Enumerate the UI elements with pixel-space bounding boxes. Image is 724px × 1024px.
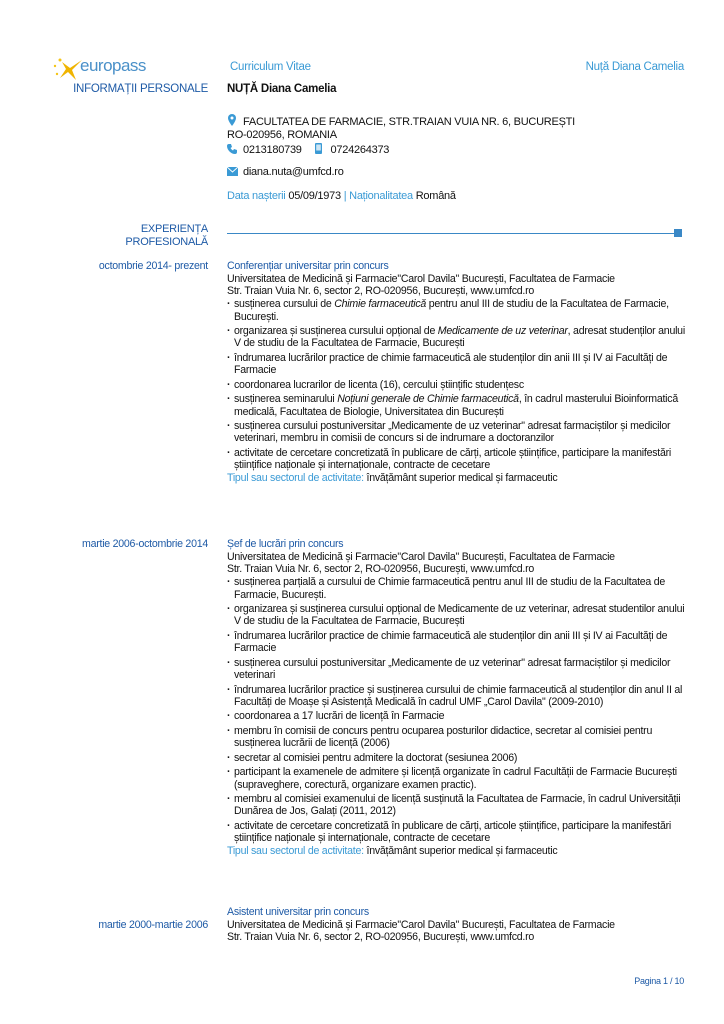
responsibility-item xyxy=(227,710,689,722)
responsibility-item xyxy=(227,603,689,627)
employer-address: Str. Traian Vuia Nr. 6, sector 2, RO-020956, București, www.umfcd.ro xyxy=(227,285,535,298)
header-name: Nuță Diana Camelia xyxy=(585,61,684,73)
phone-icon xyxy=(227,144,237,154)
item-text: activitate de cercetare concretizată în publicare de cărți, articole științifice, participare la manifestări științifice naționale și internaționale, contracte de cecetare xyxy=(234,446,671,472)
address-line-2: RO-020956, ROMANIA xyxy=(227,129,337,141)
sector-label: Tipul sau sectorul de activitate: xyxy=(227,844,364,857)
employer-address: Str. Traian Vuia Nr. 6, sector 2, RO-020956, București, www.umfcd.ro xyxy=(227,931,535,944)
item-text: susținerea parțială a cursului de Chimie farmaceutică pentru anul III de studiu de la Facultatea de Farmacie, București. xyxy=(234,576,666,601)
employer-line: Universitatea de Medicină și Farmacie"Carol Davila" București, Facultatea de Farmacie xyxy=(227,551,615,563)
email-icon xyxy=(227,167,237,177)
responsibility-item xyxy=(227,447,689,471)
personal-info-label: INFORMAȚII PERSONALE xyxy=(73,83,208,95)
responsibility-item xyxy=(227,325,689,349)
job-title: Asistent universitar prin concurs xyxy=(227,906,369,918)
person-name: NUȚĂ Diana Camelia xyxy=(227,83,337,95)
experience-label-line1: EXPERIENȚA xyxy=(140,223,208,235)
item-text: susținerea cursului postuniversitar „Medicamente de uz veterinar" adresat farmaciștilor și medicilor veterinari, membru in comisii de concurs si de indrumare a doctoranzilor xyxy=(234,420,671,445)
item-text: coordonarea lucrarilor de licenta (16), cercului științific studențesc xyxy=(234,378,524,391)
item-text: , adresat studenților anului V de studiu de la Facultatea de Farmacie, București xyxy=(234,325,685,350)
item-text: secretar al comisiei pentru admitere la doctorat (sesiunea 2006) xyxy=(234,751,518,764)
item-text: susținerea cursului de xyxy=(234,298,335,311)
sector-value: învățământ superior medical și farmaceutic xyxy=(366,471,558,484)
responsibility-item xyxy=(227,793,689,817)
item-text: îndrumarea lucrărilor practice și susținerea cursului de chimie farmaceutică al studenților din anul II al Facultăți de Moașe și Asistență Medicală în cadrul UMF „Carol Davila" (2009-2010) xyxy=(234,683,683,708)
item-text: susținerea cursului postuniversitar „Medicamente de uz veterinar" adresat farmaciștilor și medicilor veterinari xyxy=(234,656,671,681)
responsibilities-list xyxy=(227,298,689,471)
responsibility-item xyxy=(227,630,689,654)
item-text: membru al comisiei examenului de licență susținută la Facultatea de Farmacie, în cadrul Universității Dunărea de Jos, Galați (2011, 2012) xyxy=(234,793,681,818)
section-divider xyxy=(227,233,675,234)
item-text: membru în comisii de concurs pentru ocuparea posturilor didactice, secretar al comisiei pentru susținerea lucrării de licență (2006) xyxy=(234,724,653,750)
job-title: Conferențiar universitar prin concurs xyxy=(227,260,389,272)
item-text: pentru anul III de studiu de la Facultatea de Farmacie, București. xyxy=(234,298,669,323)
item-text: organizarea și susținerea cursului opțional de Medicamente de uz veterinar, adresat studentilor anului V de studiu de la Facultatea de Farmacie, București xyxy=(234,603,685,628)
responsibility-item xyxy=(227,820,689,844)
item-text: Noțiuni generale de Chimie farmaceutică xyxy=(337,393,519,406)
location-pin-icon xyxy=(227,114,237,124)
responsibility-item xyxy=(227,298,689,322)
job-date: martie 2006-octombrie 2014 xyxy=(82,538,208,550)
europass-logo xyxy=(52,54,152,82)
birth-date-label: Data nașterii xyxy=(227,190,286,202)
employer-line: Universitatea de Medicină și Farmacie"Carol Davila" București, Facultatea de Farmacie xyxy=(227,273,615,285)
item-text: organizarea și susținerea cursului opțional de xyxy=(234,325,438,338)
job-date: octombrie 2014- prezent xyxy=(98,260,208,272)
separator: | xyxy=(343,190,347,202)
email-address[interactable]: diana.nuta@umfcd.ro xyxy=(243,166,344,178)
item-text: Chimie farmaceutică xyxy=(334,298,427,311)
item-text: participant la examenele de admitere și licență organizate în cadrul Facultății de Farmacie București (supraveghere, corectură, organizare examen practic). xyxy=(234,766,677,791)
page-number: Pagina 1 / 10 xyxy=(634,976,684,986)
sector-label: Tipul sau sectorul de activitate: xyxy=(227,471,364,484)
item-text: coordonarea a 17 lucrări de licență în Farmacie xyxy=(234,710,445,723)
mobile-number[interactable]: 0724264373 xyxy=(330,144,390,156)
logo-text: europass xyxy=(80,56,146,75)
experience-section-label xyxy=(8,223,208,249)
job-title: Șef de lucrări prin concurs xyxy=(227,538,344,550)
birth-date-value: 05/09/1973 xyxy=(288,190,341,202)
phone-number[interactable]: 0213180739 xyxy=(243,144,302,156)
responsibility-item xyxy=(227,352,689,376)
responsibility-item xyxy=(227,576,689,600)
sector-value: învățământ superior medical și farmaceutic xyxy=(366,844,558,857)
responsibility-item xyxy=(227,420,689,444)
item-text: , în cadrul masterului Bioinformatică medicală, Facultatea de Biologie, Universitatea din București xyxy=(234,393,678,418)
job-date: martie 2000-martie 2006 xyxy=(98,919,208,931)
responsibility-item xyxy=(227,766,689,790)
mobile-phone-icon xyxy=(315,143,325,153)
nationality-value: Română xyxy=(415,190,456,202)
responsibility-item xyxy=(227,379,689,391)
item-text: activitate de cercetare concretizată în publicare de cărți, articole științifice, participare la manifestări științifice naționale și internaționale, contracte de cecetare xyxy=(234,819,671,845)
address-line-1: FACULTATEA DE FARMACIE, STR.TRAIAN VUIA NR. 6, BUCUREȘTI xyxy=(243,116,575,128)
responsibilities-list xyxy=(227,576,689,844)
nationality-label: Naționalitatea xyxy=(349,190,413,202)
responsibility-item xyxy=(227,725,689,749)
item-text: îndrumarea lucrărilor practice de chimie farmaceutică ale studenților din anii III și IV ai Facultăți de Farmacie xyxy=(234,630,668,655)
employer-line: Universitatea de Medicină și Farmacie"Carol Davila" București, Facultatea de Farmacie xyxy=(227,919,615,931)
experience-label-line2: PROFESIONALĂ xyxy=(125,236,208,248)
item-text: Medicamente de uz veterinar xyxy=(437,325,568,338)
section-marker-square xyxy=(674,229,682,237)
item-text: susținerea seminarului xyxy=(234,393,338,406)
item-text: îndrumarea lucrărilor practice de chimie farmaceutică ale studenților din anii III și IV ai Facultăți de Farmacie xyxy=(234,352,668,377)
employer-address: Str. Traian Vuia Nr. 6, sector 2, RO-020956, București, www.umfcd.ro xyxy=(227,563,535,576)
responsibility-item xyxy=(227,684,689,708)
responsibility-item xyxy=(227,752,689,764)
responsibility-item xyxy=(227,657,689,681)
responsibility-item xyxy=(227,393,689,417)
document-title: Curriculum Vitae xyxy=(230,61,311,73)
